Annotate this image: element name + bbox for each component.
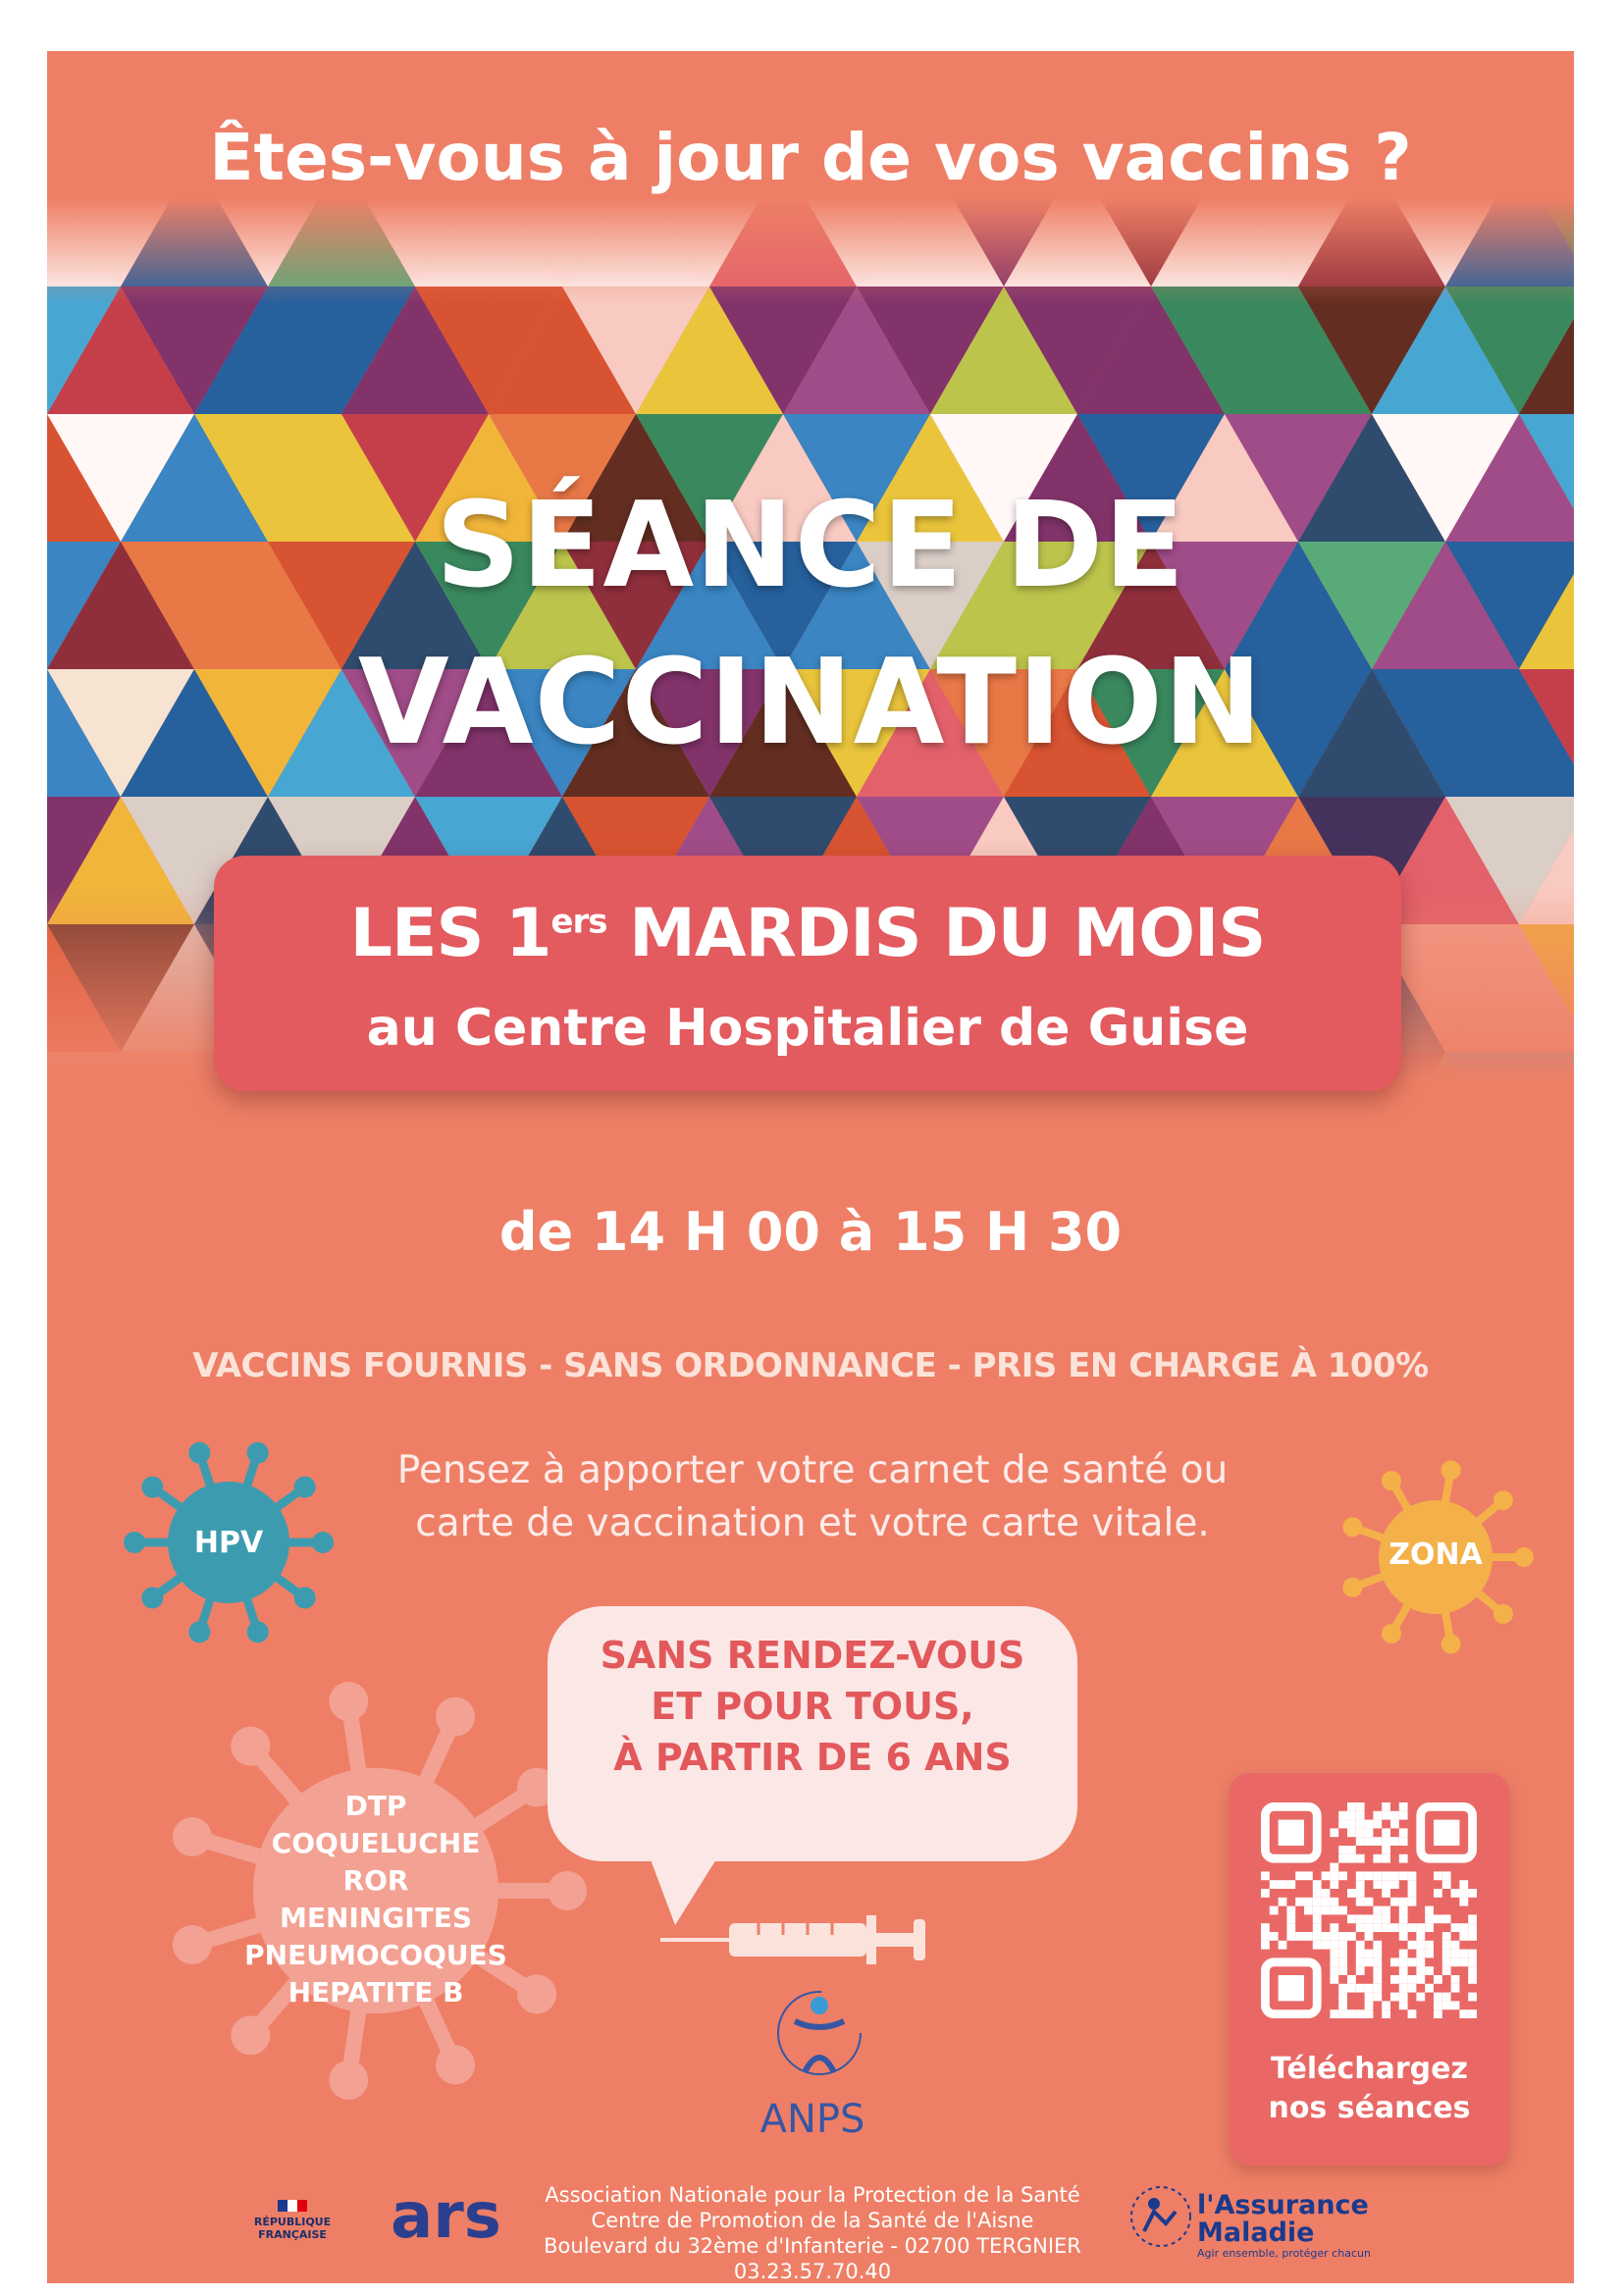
title-line-1: SÉANCE DE — [435, 478, 1186, 614]
title-line-2: VACCINATION — [357, 635, 1264, 771]
vaccine-item: PNEUMOCOQUES — [244, 1939, 507, 1971]
qr-cta-line-1: Téléchargez — [1271, 2052, 1468, 2086]
vaccine-item: HEPATITE B — [288, 1976, 464, 2009]
vaccine-item: COQUELUCHE — [271, 1827, 481, 1859]
banner-location: au Centre Hospitalier de Guise — [366, 999, 1249, 1058]
reminder-text — [283, 1444, 1342, 1550]
assurance-tagline: Agir ensemble, protéger chacun — [1197, 2247, 1371, 2260]
assurance-line-2: Maladie — [1197, 2218, 1315, 2248]
schedule-time: de 14 H 00 à 15 H 30 — [498, 1201, 1123, 1263]
assurance-maladie-logo — [1197, 2192, 1369, 2247]
poster — [47, 51, 1574, 2283]
republique-francaise-logo — [234, 2200, 351, 2241]
hpv-label: HPV — [193, 1526, 264, 1560]
qr-card — [1230, 1773, 1509, 2166]
zona-label: ZONA — [1388, 1538, 1483, 1572]
ars-logo: ars — [391, 2180, 501, 2253]
anps-logo-text: ANPS — [759, 2097, 865, 2142]
footer-address — [469, 2182, 1156, 2283]
french-flag-icon — [234, 2200, 351, 2212]
qr-code-icon[interactable] — [1261, 1802, 1477, 2018]
vaccine-item: ROR — [342, 1864, 409, 1897]
banner-days — [214, 895, 1401, 972]
banner-days-sup: ers — [550, 902, 607, 942]
banner-days-suffix: MARDIS DU MOIS — [606, 895, 1266, 972]
vaccine-item: MENINGITES — [279, 1902, 473, 1934]
reminder-line-2: carte de vaccination et votre carte vitale. — [415, 1501, 1210, 1545]
assurance-maladie-logo-icon — [1126, 2182, 1195, 2251]
reminder-line-1: Pensez à apporter votre carnet de santé ou — [396, 1448, 1229, 1492]
anps-logo-icon — [775, 1974, 864, 2092]
bubble-line-1: SANS RENDEZ-VOUS — [600, 1634, 1025, 1677]
footer-line-3: Boulevard du 32ème d'Infanterie - 02700 TERGNIER — [544, 2234, 1081, 2258]
vaccine-list — [170, 1788, 582, 2011]
qr-call-to-action — [1230, 2050, 1509, 2128]
footer-line-2: Centre de Promotion de la Santé de l'Aisne — [591, 2209, 1034, 2232]
footer-line-1: Association Nationale pour la Protection de la Santé — [545, 2183, 1080, 2207]
qr-cta-line-2: nos séances — [1268, 2091, 1471, 2125]
republique-line-2: FRANÇAISE — [258, 2228, 327, 2241]
bubble-line-2: ET POUR TOUS, — [651, 1685, 974, 1728]
schedule-banner — [214, 856, 1401, 1091]
banner-days-prefix: LES 1 — [349, 895, 551, 972]
republique-line-1: RÉPUBLIQUE — [253, 2216, 332, 2228]
footer-phone: 03.23.57.70.40 — [733, 2260, 892, 2283]
conditions-text: VACCINS FOURNIS - SANS ORDONNANCE - PRIS EN CHARGE À 100% — [192, 1346, 1429, 1385]
speech-bubble — [548, 1606, 1077, 1861]
bubble-line-3: À PARTIR DE 6 ANS — [613, 1736, 1012, 1779]
header-question: Êtes-vous à jour de vos vaccins ? — [209, 120, 1412, 195]
syringe-icon — [660, 1905, 945, 1974]
assurance-line-1: l'Assurance — [1197, 2190, 1369, 2220]
vaccine-item: DTP — [344, 1790, 407, 1822]
